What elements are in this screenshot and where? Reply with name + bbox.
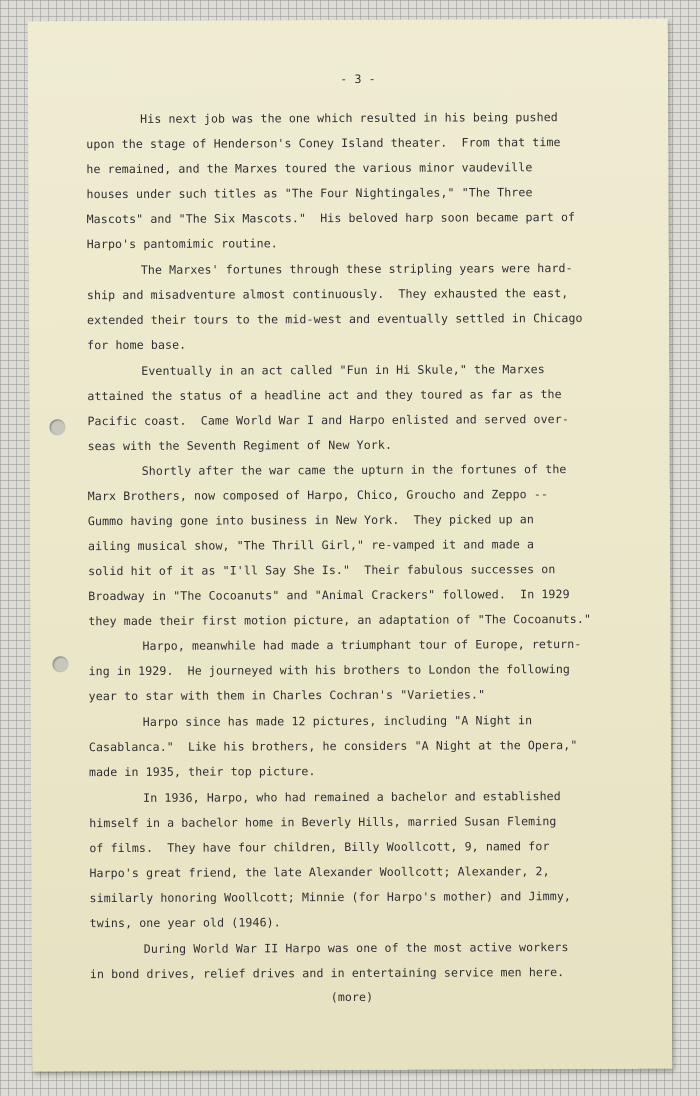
text-line: Marx Brothers, now composed of Harpo, Chico, Groucho and Zeppo --	[87, 487, 549, 504]
text-line: year to star with them in Charles Cochran's "Varieties."	[88, 687, 486, 704]
text-line: Casablanca." Like his brothers, he considers "A Night at the Opera,"	[88, 738, 578, 755]
text-line: they made their first motion picture, an adaptation of "The Cocoanuts."	[88, 611, 592, 629]
text-line: The Marxes' fortunes through these stripling years were hard-	[140, 261, 573, 277]
text-line: His next job was the one which resulted in his being pushed	[140, 110, 558, 126]
text-line: Mascots" and "The Six Mascots." His beloved harp soon became part of	[86, 210, 576, 227]
typewritten-page	[28, 19, 673, 1072]
text-line: ailing musical show, "The Thrill Girl," re-vamped it and made a	[87, 537, 535, 554]
text-line: of films. They have four children, Billy Woollcott, 9, named for	[89, 839, 550, 856]
text-line: Harpo's great friend, the late Alexander Woollcott; Alexander, 2,	[89, 864, 550, 881]
text-line: Shortly after the war came the upturn in the fortunes of the	[141, 462, 567, 478]
typed-text-body	[28, 19, 673, 1072]
text-line: Harpo's pantomimic routine.	[86, 236, 278, 252]
text-line: extended their tours to the mid-west and eventually settled in Chicago	[86, 310, 583, 328]
text-line: Harpo since has made 12 pictures, including "A Night in	[142, 713, 533, 729]
text-line: ship and misadventure almost continuously. They exhausted the east,	[86, 286, 569, 303]
text-line: Gummo having gone into business in New York. They picked up an	[87, 512, 534, 529]
text-line: similarly honoring Woollcott; Minnie (for Harpo's mother) and Jimmy,	[89, 889, 572, 906]
text-line: Harpo, meanwhile had made a triumphant tour of Europe, return-	[142, 636, 582, 653]
text-line: Broadway in "The Cocoanuts" and "Animal Crackers" followed. In 1929	[88, 587, 570, 604]
text-line: houses under such titles as "The Four Nightingales," "The Three	[86, 185, 533, 202]
text-line: twins, one year old (1946).	[89, 915, 281, 931]
text-line: for home base.	[87, 337, 187, 353]
text-line: in bond drives, relief drives and in entertaining service men here.	[89, 965, 565, 982]
continuation-marker: (more)	[330, 989, 374, 1005]
page-number: - 3 -	[340, 71, 376, 87]
text-line: Pacific coast. Came World War I and Harpo enlisted and served over-	[87, 412, 569, 429]
text-line: Eventually in an act called "Fun in Hi Skule," the Marxes	[141, 362, 545, 378]
text-line: made in 1935, their top picture.	[88, 764, 316, 780]
text-line: attained the status of a headline act and they toured as far as the	[87, 387, 562, 404]
text-line: he remained, and the Marxes toured the various minor vaudeville	[86, 160, 533, 177]
text-line: ing in 1929. He journeyed with his brothers to London the following	[88, 662, 571, 679]
text-line: solid hit of it as "I'll Say She Is." Their fabulous successes on	[88, 562, 556, 579]
text-line: In 1936, Harpo, who had remained a bachelor and established	[143, 789, 561, 805]
text-line: During World War II Harpo was one of the most active workers	[143, 940, 569, 956]
text-line: upon the stage of Henderson's Coney Island theater. From that time	[86, 135, 561, 152]
paragraph	[28, 19, 668, 252]
text-line: himself in a bachelor home in Beverly Hills, married Susan Fleming	[89, 814, 557, 831]
text-line: seas with the Seventh Regiment of New York.	[87, 437, 393, 454]
